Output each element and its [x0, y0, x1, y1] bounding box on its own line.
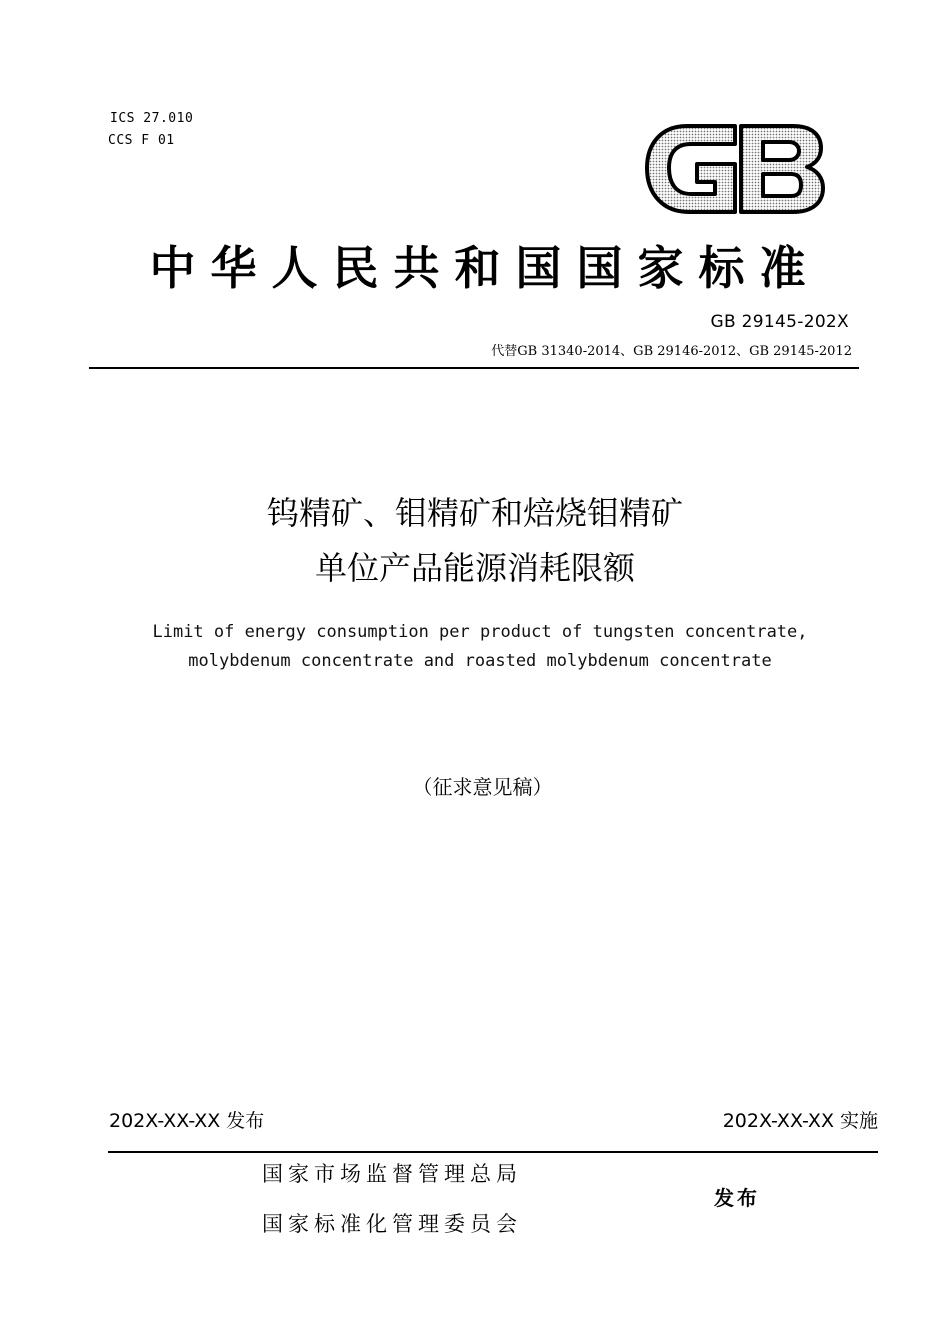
- publish-label: 发布: [714, 1186, 760, 1210]
- gb-logo-icon: [643, 118, 827, 218]
- ccs-code: CCS F 01: [108, 133, 175, 148]
- chinese-title-line-2: 单位产品能源消耗限额: [314, 549, 635, 587]
- standard-number: GB 29145-202X: [710, 312, 849, 332]
- gb-logo: [643, 118, 827, 218]
- english-title-line-2: molybdenum concentrate and roasted molybdenum concentrate: [188, 651, 772, 671]
- publish-date: 202X-XX-XX 发布: [109, 1110, 265, 1132]
- national-standard-title: 中华人民共和国国家标准: [149, 241, 821, 295]
- issuer-sac: 国家标准化管理委员会: [262, 1212, 522, 1236]
- bottom-divider: [108, 1151, 878, 1153]
- implement-date: 202X-XX-XX 实施: [722, 1110, 878, 1132]
- replaces-standards: 代替GB 31340-2014、GB 29146-2012、GB 29145-2012: [491, 344, 852, 359]
- ics-code: ICS 27.010: [110, 111, 194, 126]
- issuer-samr: 国家市场监督管理总局: [262, 1162, 522, 1186]
- english-title-line-1: Limit of energy consumption per product of tungsten concentrate,: [152, 622, 808, 642]
- top-divider: [89, 367, 859, 369]
- draft-status: （征求意见稿）: [412, 775, 553, 799]
- chinese-title-line-1: 钨精矿、钼精矿和焙烧钼精矿: [266, 494, 683, 532]
